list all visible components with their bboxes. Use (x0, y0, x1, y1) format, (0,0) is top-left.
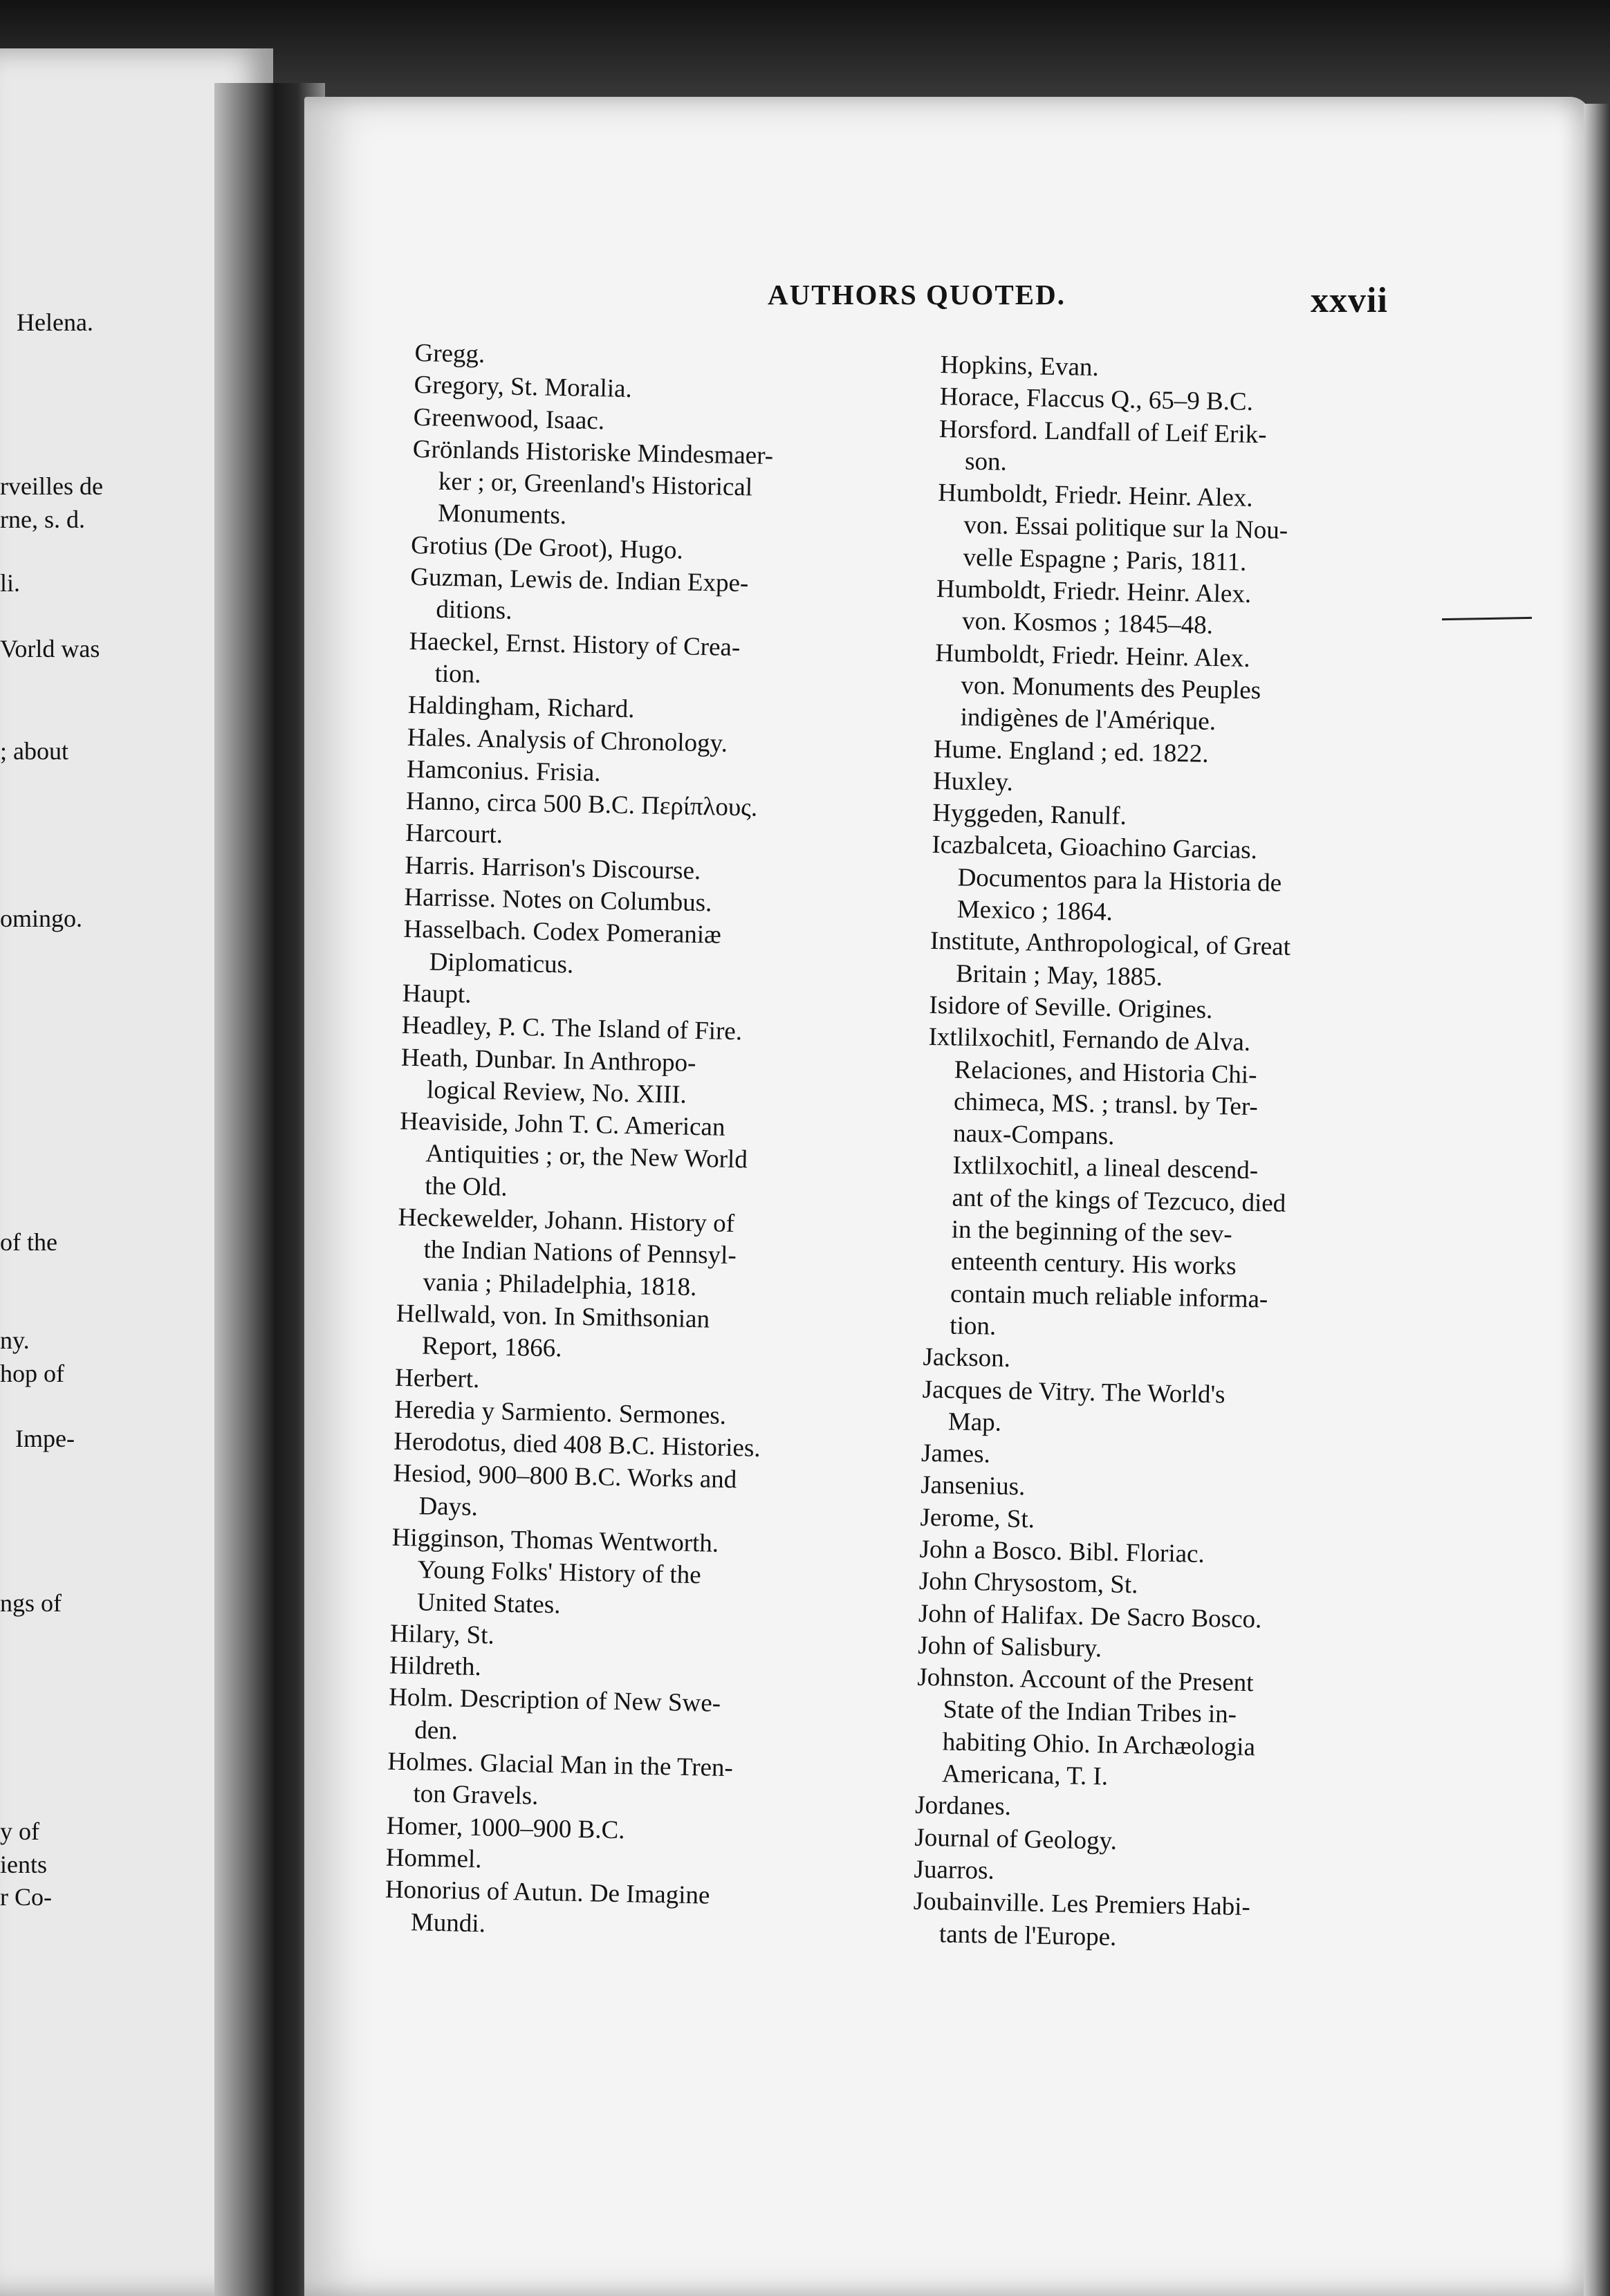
index-entry-line: Heaviside, John T. C. American (399, 1107, 725, 1142)
facing-page-text-fragment: ngs of (0, 1589, 62, 1617)
index-entry-line: Monuments. (437, 499, 567, 530)
index-entry-line: Harcourt. (405, 819, 503, 850)
facing-page-text-fragment: Vorld was (0, 635, 100, 663)
index-entry-line: Gregory, St. Moralia. (414, 371, 633, 404)
index-entry-line: Jacques de Vitry. The World's (922, 1375, 1225, 1409)
facing-page-text-fragment: rveilles de (0, 472, 103, 500)
index-entry-line: Jackson. (923, 1342, 1011, 1373)
index-entry-line: velle Espagne ; Paris, 1811. (963, 543, 1247, 577)
index-entry-line: logical Review, No. XIII. (426, 1075, 687, 1109)
index-entry-line: Juarros. (914, 1855, 995, 1885)
index-entry-line: Hanno, circa 500 B.C. Περίπλους. (405, 787, 758, 822)
facing-page-text-fragment: y of (0, 1817, 39, 1845)
index-entry-line: Holmes. Glacial Man in the Tren- (387, 1747, 734, 1783)
index-entry-line: Days. (418, 1492, 479, 1521)
index-entry-line: Americana, T. I. (941, 1759, 1109, 1791)
facing-page-text-fragment: ients (0, 1851, 47, 1878)
index-entry-line: ant of the kings of Tezcuco, died (952, 1183, 1286, 1218)
index-entry-line: Hume. England ; ed. 1822. (933, 734, 1209, 768)
index-entry-line: State of the Indian Tribes in- (943, 1695, 1237, 1730)
index-entry-line: Haldingham, Richard. (407, 691, 635, 724)
index-entry-line: Herbert. (394, 1363, 480, 1394)
index-entry-line: Icazbalceta, Gioachino Garcias. (932, 831, 1258, 865)
index-entry-line: the Indian Nations of Pennsyl- (423, 1235, 737, 1270)
index-entry-line: Heckewelder, Johann. History of (398, 1203, 735, 1239)
index-entry-line: John Chrysostom, St. (918, 1567, 1138, 1600)
index-entry-line: Mexico ; 1864. (956, 895, 1113, 927)
index-entry-line: Humboldt, Friedr. Heinr. Alex. (938, 479, 1253, 513)
index-entry-line: Headley, P. C. The Island of Fire. (401, 1011, 743, 1046)
index-entry-line: John of Salisbury. (917, 1631, 1102, 1663)
index-entry-line: United States. (416, 1587, 561, 1619)
index-entry-line: Relaciones, and Historia Chi- (954, 1055, 1257, 1089)
index-entry-line: tion. (434, 659, 481, 689)
index-entry-line: Map. (947, 1407, 1002, 1437)
index-entry-line: Hommel. (385, 1843, 482, 1874)
index-entry-line: James. (920, 1438, 991, 1469)
facing-page-text-fragment: ; about (0, 737, 68, 765)
index-entry-line: Hilary, St. (389, 1619, 495, 1650)
index-entry-line: Harrisse. Notes on Columbus. (404, 882, 712, 918)
index-entry-line: Jordanes. (914, 1791, 1012, 1822)
index-entry-line: Holm. Description of New Swe- (388, 1683, 721, 1719)
index-entry-line: Heredia y Sarmiento. Sermones. (394, 1395, 727, 1430)
facing-page-text-fragment: of the (0, 1228, 57, 1256)
index-entry-line: tion. (950, 1311, 997, 1341)
index-entry-line: Humboldt, Friedr. Heinr. Alex. (934, 638, 1250, 673)
index-entry-line: von. Kosmos ; 1845–48. (961, 607, 1214, 640)
index-entry-line: Ixtlilxochitl, a lineal descend- (952, 1151, 1259, 1185)
index-entry-line: Horace, Flaccus Q., 65–9 B.C. (939, 382, 1254, 417)
index-entry-line: Institute, Anthropological, of Great (929, 927, 1291, 962)
index-entry-line: Haupt. (402, 979, 472, 1009)
facing-page-text-fragment: hop of (0, 1360, 64, 1387)
index-entry-line: John of Halifax. De Sacro Bosco. (918, 1599, 1262, 1633)
index-entry-line: son. (964, 447, 1008, 476)
page-edge (1584, 104, 1610, 2296)
index-entry-line: Grotius (De Groot), Hugo. (410, 530, 684, 565)
index-entry-line: John a Bosco. Bibl. Floriac. (919, 1535, 1205, 1568)
index-column-right (913, 349, 1452, 1959)
index-entry-line: Huxley. (932, 766, 1014, 797)
index-entry-line: tants de l'Europe. (938, 1919, 1117, 1952)
index-entry-line: von. Essai politique sur la Nou- (963, 511, 1288, 546)
index-column-left (385, 337, 927, 1948)
index-entry-line: Gregg. (414, 338, 485, 369)
index-entry-line: Mundi. (410, 1907, 486, 1938)
index-entry-line: chimeca, MS. ; transl. by Ter- (953, 1087, 1259, 1121)
index-entry-line: Homer, 1000–900 B.C. (386, 1811, 625, 1844)
index-entry-line: Antiquities ; or, the New World (425, 1139, 748, 1174)
index-entry-line: Hellwald, von. In Smithsonian (396, 1299, 710, 1334)
index-entry-line: ker ; or, Greenland's Historical (438, 467, 753, 502)
index-entry-line: Jansenius. (920, 1471, 1026, 1501)
index-entry-line: contain much reliable informa- (950, 1279, 1268, 1314)
index-entry-line: Johnston. Account of the Present (917, 1663, 1254, 1698)
index-entry-line: Heath, Dunbar. In Anthropo- (400, 1043, 696, 1077)
index-entry-line: Young Folks' History of the (417, 1555, 702, 1590)
facing-page-text-fragment: omingo. (0, 905, 83, 932)
index-entry-line: Isidore of Seville. Origines. (929, 990, 1213, 1024)
index-entry-line: Herodotus, died 408 B.C. Histories. (393, 1427, 761, 1463)
index-entry-line: Hales. Analysis of Chronology. (407, 723, 728, 758)
index-entry-line: Documentos para la Historia de (957, 863, 1282, 898)
index-entry-line: Horsford. Landfall of Leif Erik- (938, 414, 1267, 449)
index-entry-line: Diplomaticus. (429, 947, 574, 979)
page-number: xxvii (1311, 281, 1388, 320)
index-entry-line: the Old. (425, 1172, 508, 1202)
index-entry-line: Haeckel, Ernst. History of Crea- (409, 627, 741, 662)
facing-page-text-fragment: Helena. (17, 308, 93, 336)
index-entry-line: indigènes de l'Amérique. (960, 703, 1216, 737)
index-entry-line: ditions. (436, 595, 512, 626)
index-entry-line: Greenwood, Isaac. (413, 402, 605, 435)
index-entry-line: Hyggeden, Ranulf. (932, 799, 1127, 831)
index-entry-line: Hildreth. (389, 1651, 482, 1682)
index-entry-line: Ixtlilxochitl, Fernando de Alva. (928, 1023, 1251, 1057)
index-entry-line: ton Gravels. (413, 1779, 539, 1811)
facing-page-text-fragment: li. (0, 569, 21, 597)
index-entry-line: Grönlands Historiske Mindesmaer- (412, 434, 774, 470)
index-entry-line: enteenth century. His works (950, 1247, 1237, 1281)
index-entry-line: Higginson, Thomas Wentworth. (391, 1523, 719, 1558)
index-entry-line: Honorius of Autun. De Imagine (385, 1875, 710, 1910)
index-entry-line: Journal of Geology. (914, 1823, 1118, 1855)
index-entry-line: den. (414, 1716, 459, 1746)
index-entry-line: naux-Compans. (952, 1119, 1115, 1151)
index-entry-line: in the beginning of the sev- (951, 1215, 1232, 1249)
index-entry-line: Hopkins, Evan. (940, 350, 1100, 382)
index-entry-line: Guzman, Lewis de. Indian Expe- (409, 563, 749, 598)
index-entry-line: Britain ; May, 1885. (955, 959, 1163, 992)
index-entry-line: Humboldt, Friedr. Heinr. Alex. (936, 575, 1252, 609)
facing-page-text-fragment: rne, s. d. (0, 506, 85, 533)
index-entry-line: Hesiod, 900–800 B.C. Works and (393, 1459, 737, 1494)
facing-page-text-fragment: Impe- (15, 1425, 75, 1452)
index-entry-line: Harris. Harrison's Discourse. (404, 851, 701, 885)
facing-page-text-fragment: r Co- (0, 1883, 52, 1911)
index-entry-line: Joubainville. Les Premiers Habi- (913, 1887, 1251, 1922)
index-entry-line: Report, 1866. (421, 1331, 562, 1363)
facing-page-text-fragment: ny. (0, 1326, 30, 1354)
index-entry-line: vania ; Philadelphia, 1818. (423, 1268, 697, 1302)
index-entry-line: Jerome, St. (920, 1503, 1035, 1534)
running-head: AUTHORS QUOTED. (768, 279, 1066, 311)
index-entry-line: Hasselbach. Codex Pomeraniæ (403, 915, 722, 950)
index-entry-line: Hamconius. Frisia. (406, 754, 601, 788)
index-entry-line: von. Monuments des Peuples (961, 671, 1261, 705)
index-entry-line: habiting Ohio. In Archæologia (942, 1728, 1256, 1762)
